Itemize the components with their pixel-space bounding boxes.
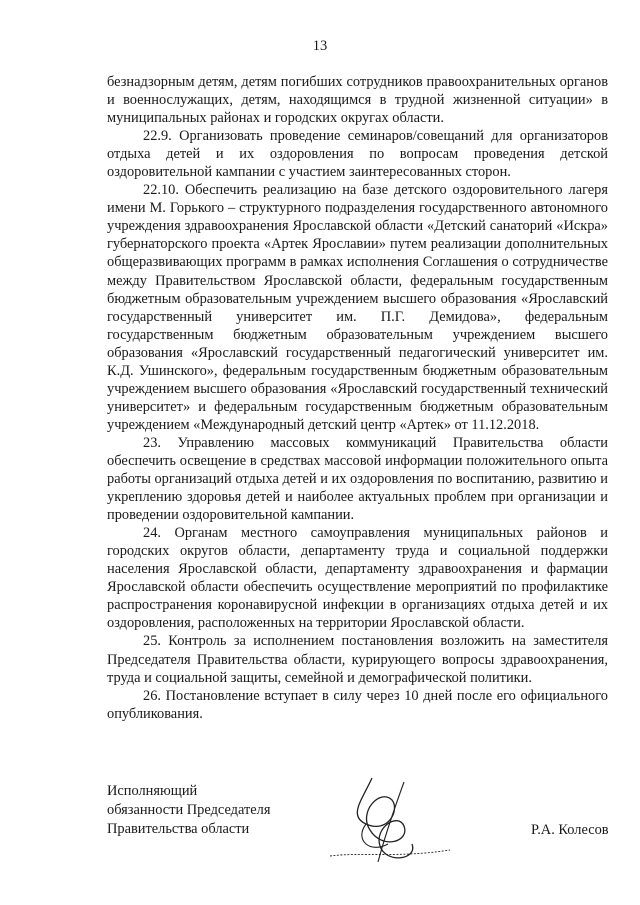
signature-block bbox=[107, 782, 270, 839]
document-body bbox=[107, 73, 608, 723]
paragraph-23: 23. Управлению массовых коммуникаций Правительства области обеспечить освещение в средствах массовой информации положительного опыта работы организаций отдыха детей и их оздоровления по воспитанию, развитию и укреплению здоровья детей и наиболее актуальных проблем при организации и проведении оздоровительной кампании. bbox=[107, 434, 608, 524]
signer-title-line: Правительства области bbox=[107, 821, 250, 837]
paragraph-continuation: безнадзорным детям, детям погибших сотрудников правоохранительных органов и военнослужащих, детям, находящимся в трудной жизненной ситуации» в муниципальных районах и городских округах области. bbox=[107, 74, 608, 127]
signer-name: Р.А. Колесов bbox=[531, 822, 609, 838]
signer-title-line: обязанности Председателя bbox=[107, 802, 271, 818]
paragraph-22-10: 22.10. Обеспечить реализацию на базе детского оздоровительного лагеря имени М. Горького – структурного подразделения государственного автономного учреждения здравоохранения Ярославской области «Детский санаторий «Искра» губернаторского проекта «Артек Ярославии» путем реализации дополнительных общеразвивающих программ в рамках исполнения Соглашения о сотрудничестве между Правительством Ярославской области, федеральным государственным бюджетным образовательным учреждением высшего образования «Ярославский государственный университет им. П.Г. Демидова», федеральным государственным бюджетным образовательным учреждением высшего образования «Ярославский государственный педагогический университет им. К.Д. Ушинского», федеральным государственным бюджетным образовательным учреждением высшего образования «Ярославский государственный технический университет» и федеральным государственным бюджетным образовательным учреждением «Международный детский центр «Артек» от 11.12.2018. bbox=[107, 182, 608, 433]
paragraph-24: 24. Органам местного самоуправления муниципальных районов и городских округов области, департаменту труда и социальной поддержки населения Ярославской области, департаменту здравоохранения и фармации Ярославской области обеспечить осуществление мероприятий по профилактике распространения коронавирусной инфекции в организациях отдыха детей и их оздоровления, расположенных на территории Ярославской области. bbox=[107, 525, 608, 632]
signer-title-line: Исполняющий bbox=[107, 783, 198, 799]
paragraph-26: 26. Постановление вступает в силу через 10 дней после его официального опубликования. bbox=[107, 687, 608, 722]
page-number: 13 bbox=[312, 38, 328, 54]
signer-title bbox=[107, 782, 270, 839]
handwritten-signature-icon bbox=[300, 770, 460, 880]
paragraph-25: 25. Контроль за исполнением постановления возложить на заместителя Председателя Правительства области, курирующего вопросы здравоохранения, труда и социальной защиты, семейной и демографической политики. bbox=[107, 633, 608, 686]
paragraph-22-9: 22.9. Организовать проведение семинаров/совещаний для организаторов отдыха детей и их оздоровления по вопросам проведения детской оздоровительной кампании с участием заинтересованных сторон. bbox=[107, 128, 608, 181]
